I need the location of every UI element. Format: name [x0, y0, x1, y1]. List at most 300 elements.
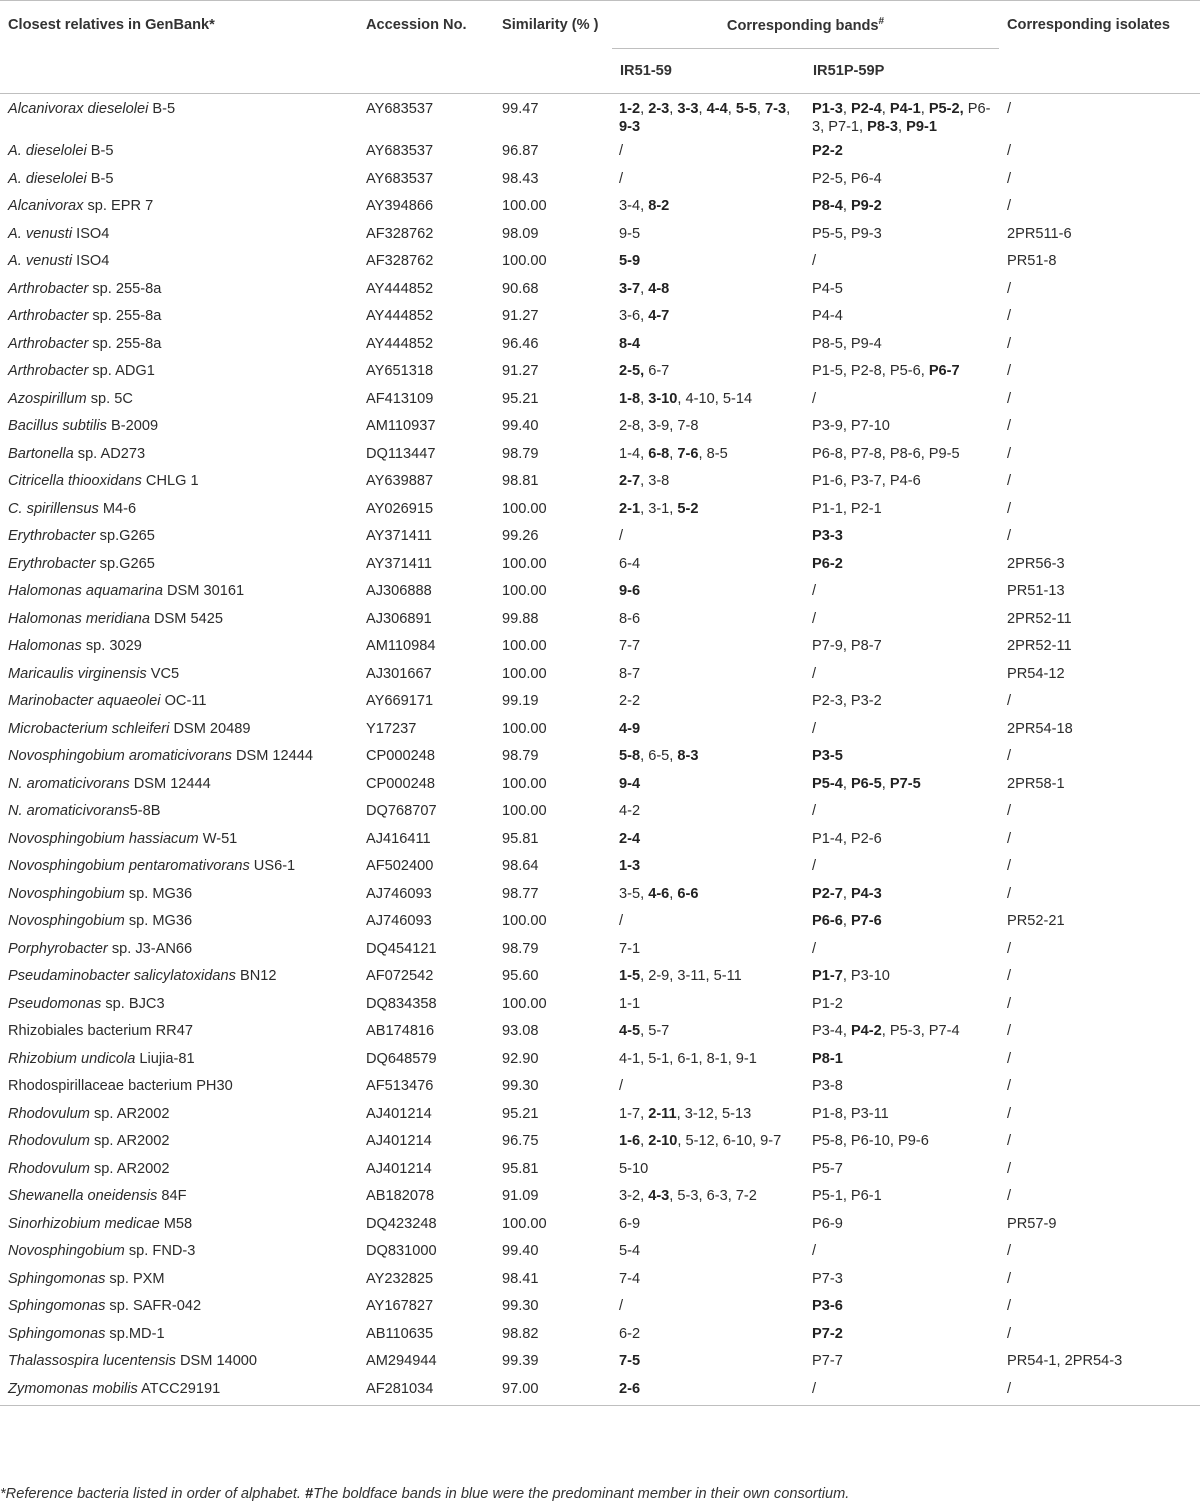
header-accession: Accession No. — [358, 1, 494, 49]
organism-cell — [0, 1126, 358, 1154]
cell-text: A. venusti — [8, 253, 73, 269]
organism-cell — [0, 961, 358, 989]
accession-cell: AM294944 — [366, 1353, 437, 1369]
ir51-59-bands-cell — [612, 659, 805, 687]
accession-cell: AY639887 — [366, 473, 434, 489]
cell-text: ATCC29191 — [137, 1380, 221, 1397]
organism-cell — [0, 1346, 358, 1374]
table-row — [0, 1209, 1200, 1237]
cell-text: P2-2 — [812, 143, 843, 159]
similarity-cell: 98.64 — [502, 858, 539, 874]
isolates-cell: / — [1007, 968, 1012, 984]
table-row — [0, 384, 1200, 412]
cell-text: 3-10 — [648, 390, 678, 407]
cell-text: sp. J3-AN66 — [107, 940, 193, 957]
ir51p-59p-bands-cell — [805, 1154, 999, 1182]
table-row — [0, 686, 1200, 714]
cell-text: Novosphingobium — [8, 1243, 125, 1259]
table-row — [0, 989, 1200, 1017]
similarity-cell: 95.21 — [502, 390, 539, 407]
similarity-cell: 95.81 — [502, 830, 539, 847]
table-row — [0, 769, 1200, 797]
cell-text: sp. EPR 7 — [83, 198, 154, 214]
ir51-59-bands-cell — [612, 439, 805, 467]
organism-cell — [0, 934, 358, 962]
accession-cell: DQ454121 — [366, 940, 437, 957]
ir51-59-bands-cell — [612, 1126, 805, 1154]
ir51p-59p-bands-cell — [805, 1126, 999, 1154]
ir51p-59p-bands-cell — [805, 329, 999, 357]
isolates-cell: / — [1007, 308, 1012, 324]
similarity-cell: 98.79 — [502, 748, 539, 764]
ir51-59-bands-cell — [612, 1044, 805, 1072]
similarity-cell: 98.79 — [502, 445, 539, 462]
ir51-59-bands-cell — [612, 356, 805, 384]
cell-text: , P3-10 — [842, 968, 890, 984]
cell-text: 4-2 — [619, 803, 641, 819]
table-row — [0, 961, 1200, 989]
cell-text: , — [669, 445, 678, 462]
similarity-cell: 100.00 — [502, 913, 547, 929]
cell-text: Rhodovulum — [8, 1105, 90, 1122]
cell-text: 9-4 — [619, 775, 641, 792]
cell-text: Azospirillum — [8, 390, 87, 407]
cell-text: , — [640, 280, 649, 297]
isolates-cell: PR57-9 — [1007, 1215, 1057, 1232]
cell-text: 6-8 — [648, 445, 670, 462]
accession-cell: AY394866 — [366, 198, 434, 214]
similarity-cell: 100.00 — [502, 638, 547, 654]
cell-text: DSM 12444 — [129, 775, 211, 792]
cell-text: / — [619, 170, 624, 187]
ir51-59-bands-cell — [612, 521, 805, 549]
cell-text: , — [920, 101, 929, 117]
organism-cell — [0, 466, 358, 494]
ir51-59-bands-cell — [612, 989, 805, 1017]
cell-text: P3-6 — [812, 1298, 843, 1314]
cell-text: Bartonella — [8, 445, 74, 462]
similarity-cell: 100.00 — [502, 555, 547, 572]
ir51-59-bands-cell — [612, 576, 805, 604]
table-row — [0, 796, 1200, 824]
cell-text: sp. 255-8a — [88, 335, 162, 352]
ir51-59-bands-cell — [612, 796, 805, 824]
cell-text: Arthrobacter — [8, 280, 89, 297]
organism-cell — [0, 1154, 358, 1182]
cell-text: P5-2, — [928, 101, 964, 117]
ir51-59-bands-cell — [612, 384, 805, 412]
cell-text: Zymomonas mobilis — [8, 1380, 138, 1397]
cell-text: P1-1, P2-1 — [812, 500, 882, 517]
cell-text: DSM 14000 — [175, 1353, 258, 1369]
isolates-cell: / — [1007, 1270, 1012, 1287]
table-row — [0, 631, 1200, 659]
cell-text: M4-6 — [98, 500, 137, 517]
cell-text: P2-3, P3-2 — [812, 693, 882, 709]
ir51-59-bands-cell — [612, 1099, 805, 1127]
ir51-59-bands-cell — [612, 136, 805, 164]
cell-text: 4-5 — [619, 1023, 641, 1039]
similarity-cell: 99.40 — [502, 1243, 539, 1259]
ir51-59-bands-cell — [612, 741, 805, 769]
accession-cell: AJ746093 — [366, 913, 432, 929]
table-body — [0, 94, 1200, 1406]
ir51p-59p-bands-cell — [805, 1236, 999, 1264]
cell-text: , — [881, 101, 890, 117]
table-row — [0, 274, 1200, 302]
isolates-cell: / — [1007, 858, 1012, 874]
table-row — [0, 1099, 1200, 1127]
similarity-cell: 99.39 — [502, 1353, 539, 1369]
cell-text: Halomonas meridiana — [8, 610, 150, 627]
cell-text: / — [812, 610, 817, 627]
cell-text: 4-7 — [648, 308, 670, 324]
table-row — [0, 934, 1200, 962]
cell-text: / — [812, 665, 817, 682]
ir51-59-bands-cell — [612, 1319, 805, 1347]
cell-text: P6-8, P7-8, P8-6, P9-5 — [812, 445, 960, 462]
cell-text: A. venusti — [8, 225, 73, 242]
cell-text: P5-1, P6-1 — [812, 1188, 882, 1204]
ir51p-59p-bands-cell — [805, 191, 999, 219]
cell-text: 5-2 — [677, 500, 699, 517]
cell-text: Erythrobacter — [8, 528, 96, 544]
cell-text: P5-4 — [812, 775, 843, 792]
isolates-cell: / — [1007, 1105, 1012, 1122]
cell-text: 3-4, — [619, 198, 649, 214]
cell-text: / — [812, 1243, 817, 1259]
similarity-cell: 100.00 — [502, 775, 547, 792]
cell-text: sp. MG36 — [124, 913, 193, 929]
cell-text: P3-9, P7-10 — [812, 418, 890, 434]
cell-text: sp.G265 — [95, 528, 155, 544]
cell-text: Arthrobacter — [8, 335, 89, 352]
cell-text: / — [619, 913, 624, 929]
cell-text: 3-7 — [619, 280, 641, 297]
cell-text: / — [812, 1380, 817, 1397]
cell-text: 1-3 — [619, 858, 641, 874]
cell-text: P1-4, P2-6 — [812, 830, 882, 847]
cell-text: P4-1 — [889, 101, 921, 117]
cell-text: ISO4 — [72, 225, 110, 242]
cell-text: sp. 3029 — [81, 638, 142, 654]
accession-cell: AF328762 — [366, 225, 434, 242]
cell-text: 8-7 — [619, 665, 641, 682]
similarity-cell: 100.00 — [502, 665, 547, 682]
accession-cell: AF502400 — [366, 858, 434, 874]
isolates-cell: / — [1007, 390, 1012, 407]
similarity-cell: 99.30 — [502, 1078, 539, 1094]
organism-cell — [0, 796, 358, 824]
cell-text: 2-11 — [648, 1105, 677, 1122]
cell-text: sp. 255-8a — [88, 308, 162, 324]
cell-text: P1-5, P2-8, P5-6, — [812, 363, 929, 379]
cell-text: Alcanivorax dieselolei — [8, 101, 149, 117]
ir51p-59p-bands-cell — [805, 1264, 999, 1292]
ir51-59-bands-cell — [612, 1154, 805, 1182]
ir51p-59p-bands-cell — [805, 136, 999, 164]
cell-text: P6-3, P7-1, — [812, 101, 991, 135]
organism-cell — [0, 439, 358, 467]
similarity-cell: 100.00 — [502, 198, 547, 214]
header-isolates: Corresponding isolates — [999, 1, 1200, 49]
cell-text: 4-6 — [648, 885, 670, 902]
cell-text: P2-5, P6-4 — [812, 170, 882, 187]
cell-text: 1-2 — [619, 101, 641, 117]
cell-text: sp. MG36 — [124, 885, 193, 902]
ir51-59-bands-cell — [612, 246, 805, 274]
cell-text: Rhodovulum — [8, 1160, 90, 1177]
cell-text: Rhodospirillaceae bacterium PH30 — [8, 1078, 233, 1094]
cell-text: , 3-12, 5-13 — [676, 1105, 752, 1122]
cell-text: sp. FND-3 — [124, 1243, 196, 1259]
cell-text: Halomonas — [8, 638, 82, 654]
isolates-cell: PR51-8 — [1007, 253, 1057, 269]
similarity-cell: 98.43 — [502, 170, 539, 187]
cell-text: P4-2 — [850, 1023, 882, 1039]
cell-text: 7-7 — [619, 638, 641, 654]
accession-cell: CP000248 — [366, 775, 435, 792]
isolates-cell: PR54-12 — [1007, 665, 1065, 682]
cell-text: Rhodovulum — [8, 1133, 90, 1149]
cell-text: DSM 12444 — [231, 748, 314, 764]
organism-cell — [0, 1181, 358, 1209]
ir51p-59p-bands-cell — [805, 246, 999, 274]
similarity-cell: 100.00 — [502, 253, 547, 269]
cell-text: P5-7 — [812, 1160, 843, 1177]
cell-text: Citricella thiooxidans — [8, 473, 142, 489]
cell-text: P8-5, P9-4 — [812, 335, 882, 352]
table-row — [0, 714, 1200, 742]
cell-text: , 8-5 — [698, 445, 728, 462]
cell-text: P5-5, P9-3 — [812, 225, 882, 242]
cell-text: , — [640, 1133, 649, 1149]
table-row — [0, 1236, 1200, 1264]
isolates-cell: / — [1007, 335, 1012, 352]
cell-text: Erythrobacter — [8, 555, 96, 572]
accession-cell: AY444852 — [366, 335, 434, 352]
ir51p-59p-bands-cell — [805, 1319, 999, 1347]
cell-text: P6-9 — [812, 1215, 843, 1232]
table-row — [0, 136, 1200, 164]
cell-text: 5-5 — [735, 101, 757, 117]
cell-text: Shewanella oneidensis — [8, 1188, 158, 1204]
cell-text: P7-5 — [889, 775, 921, 792]
similarity-cell: 98.81 — [502, 473, 539, 489]
accession-cell: AF072542 — [366, 968, 434, 984]
ir51-59-bands-cell — [612, 549, 805, 577]
table-row — [0, 906, 1200, 934]
table-row — [0, 824, 1200, 852]
isolates-cell: / — [1007, 1298, 1012, 1314]
cell-text: C. spirillensus — [8, 500, 99, 517]
cell-text: Pseudomonas — [8, 995, 102, 1012]
ir51p-59p-bands-cell — [805, 274, 999, 302]
accession-cell: AY683537 — [366, 170, 434, 187]
cell-text: P1-8, P3-11 — [812, 1105, 889, 1122]
cell-text: Novosphingobium — [8, 885, 125, 902]
header-corresponding-bands: Corresponding bands# — [612, 1, 999, 49]
similarity-cell: 95.81 — [502, 1160, 539, 1177]
ir51p-59p-bands-cell — [805, 494, 999, 522]
cell-text: P2-4 — [850, 101, 882, 117]
table-row — [0, 1044, 1200, 1072]
isolates-cell: / — [1007, 363, 1012, 379]
ir51p-59p-bands-cell — [805, 934, 999, 962]
cell-text: A. dieselolei — [8, 170, 87, 187]
table-row — [0, 191, 1200, 219]
isolates-cell: 2PR52-11 — [1007, 638, 1072, 654]
cell-text: Microbacterium schleiferi — [8, 720, 170, 737]
organism-cell — [0, 631, 358, 659]
ir51p-59p-bands-cell — [805, 796, 999, 824]
organism-cell — [0, 164, 358, 192]
isolates-cell: / — [1007, 473, 1012, 489]
ir51p-59p-bands-cell — [805, 1071, 999, 1099]
isolates-cell: PR51-13 — [1007, 583, 1065, 599]
similarity-cell: 98.79 — [502, 940, 539, 957]
cell-text: 5-10 — [619, 1160, 649, 1177]
cell-text: , — [881, 775, 890, 792]
ir51p-59p-bands-cell — [805, 604, 999, 632]
cell-text: P4-4 — [812, 308, 843, 324]
cell-text: 4-3 — [648, 1188, 670, 1204]
cell-text: / — [619, 528, 624, 544]
accession-cell: AY683537 — [366, 101, 434, 117]
table-row — [0, 411, 1200, 439]
cell-text: sp. AD273 — [73, 445, 146, 462]
ir51-59-bands-cell — [612, 1236, 805, 1264]
ir51-59-bands-cell — [612, 466, 805, 494]
cell-text: 3-2, — [619, 1188, 649, 1204]
similarity-cell: 99.40 — [502, 418, 539, 434]
cell-text: , 6-5, — [640, 748, 678, 764]
cell-text: 2-4 — [619, 830, 641, 847]
similarity-cell: 100.00 — [502, 803, 547, 819]
cell-text: Novosphingobium pentaromativorans — [8, 858, 250, 874]
ir51-59-bands-cell — [612, 1071, 805, 1099]
isolates-cell: / — [1007, 1325, 1012, 1342]
isolates-cell: / — [1007, 528, 1012, 544]
table-row — [0, 246, 1200, 274]
cell-text: P6-6 — [812, 913, 843, 929]
isolates-cell: / — [1007, 418, 1012, 434]
cell-text: Novosphingobium hassiacum — [8, 830, 199, 847]
ir51-59-bands-cell — [612, 631, 805, 659]
similarity-cell: 98.77 — [502, 885, 539, 902]
accession-cell: Y17237 — [366, 720, 417, 737]
isolates-cell: / — [1007, 1078, 1012, 1094]
ir51p-59p-bands-cell — [805, 686, 999, 714]
table-row — [0, 439, 1200, 467]
ir51p-59p-bands-cell — [805, 659, 999, 687]
cell-text: 9-3 — [619, 118, 641, 135]
organism-cell — [0, 851, 358, 879]
cell-text: 8-2 — [648, 198, 670, 214]
organism-cell — [0, 1291, 358, 1319]
organism-cell — [0, 906, 358, 934]
cell-text: , — [640, 390, 649, 407]
table-row — [0, 1181, 1200, 1209]
cell-text: ISO4 — [72, 253, 110, 269]
cell-text: W-51 — [198, 830, 238, 847]
accession-cell: AJ401214 — [366, 1105, 432, 1122]
header-blank — [0, 49, 358, 94]
cell-text: 2-7 — [619, 473, 641, 489]
cell-text: / — [812, 720, 817, 737]
cell-text: 2-6 — [619, 1380, 641, 1397]
similarity-cell: 100.00 — [502, 500, 547, 517]
cell-text: Rhizobium undicola — [8, 1050, 136, 1067]
organism-cell — [0, 1016, 358, 1044]
cell-text: 7-4 — [619, 1270, 641, 1287]
accession-cell: AF328762 — [366, 253, 434, 269]
ir51p-59p-bands-cell — [805, 94, 999, 137]
ir51-59-bands-cell — [612, 906, 805, 934]
organism-cell — [0, 246, 358, 274]
similarity-cell: 96.46 — [502, 335, 539, 352]
cell-text: P6-7 — [928, 363, 960, 379]
ir51-59-bands-cell — [612, 494, 805, 522]
organism-cell — [0, 1374, 358, 1406]
accession-cell: AJ746093 — [366, 885, 432, 902]
cell-text: 5-8B — [129, 803, 161, 819]
table-row — [0, 164, 1200, 192]
cell-text: 8-4 — [619, 335, 641, 352]
table-row — [0, 1126, 1200, 1154]
isolates-cell: / — [1007, 1243, 1012, 1259]
cell-text: , 5-7 — [640, 1023, 670, 1039]
organism-cell — [0, 686, 358, 714]
ir51p-59p-bands-cell — [805, 1099, 999, 1127]
ir51-59-bands-cell — [612, 301, 805, 329]
cell-text: B-5 — [86, 170, 114, 187]
accession-cell: AB182078 — [366, 1188, 435, 1204]
cell-text: M58 — [159, 1215, 193, 1232]
cell-text: sp. BJC3 — [101, 995, 165, 1012]
similarity-cell: 92.90 — [502, 1050, 539, 1067]
cell-text: Marinobacter aquaeolei — [8, 693, 161, 709]
cell-text: sp.MD-1 — [105, 1325, 165, 1342]
ir51-59-bands-cell — [612, 604, 805, 632]
cell-text: Sphingomonas — [8, 1325, 106, 1342]
organism-cell — [0, 741, 358, 769]
accession-cell: AF413109 — [366, 390, 434, 407]
ir51p-59p-bands-cell — [805, 1181, 999, 1209]
cell-text: 9-6 — [619, 583, 641, 599]
cell-text: VC5 — [146, 665, 180, 682]
organism-cell — [0, 1236, 358, 1264]
accession-cell: AJ306888 — [366, 583, 432, 599]
header-blank — [358, 49, 494, 94]
table-row — [0, 356, 1200, 384]
cell-text: , — [842, 775, 851, 792]
cell-text: / — [619, 143, 624, 159]
cell-text: 7-3 — [765, 101, 787, 117]
organism-cell — [0, 714, 358, 742]
cell-text: 1-7, — [619, 1105, 649, 1122]
table-row — [0, 329, 1200, 357]
cell-text: 5-4 — [619, 1243, 641, 1259]
ir51-59-bands-cell — [612, 191, 805, 219]
cell-text: P9-2 — [850, 198, 882, 214]
similarity-cell: 96.87 — [502, 143, 539, 159]
organism-cell — [0, 1099, 358, 1127]
cell-text: / — [812, 803, 817, 819]
cell-text: / — [812, 858, 817, 874]
ir51p-59p-bands-cell — [805, 1291, 999, 1319]
isolates-cell: 2PR511-6 — [1007, 225, 1072, 242]
